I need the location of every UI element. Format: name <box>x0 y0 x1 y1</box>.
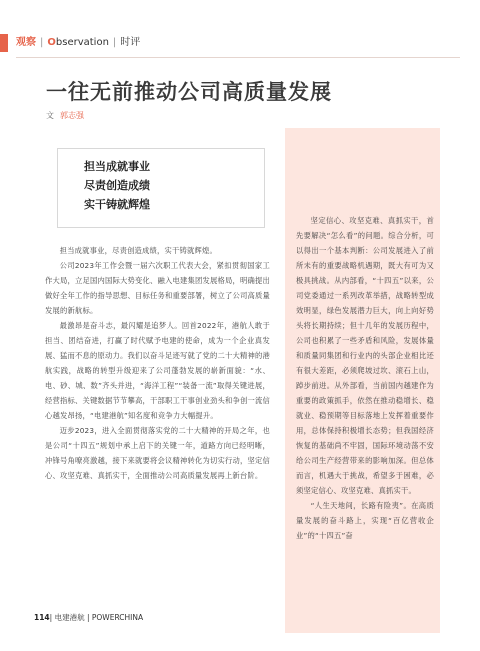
pull-quote <box>84 157 150 214</box>
article-title: 一往无前推动公司高质量发展 <box>46 80 332 104</box>
observation-label: bservation <box>55 37 109 48</box>
header-divider <box>16 57 460 58</box>
pull-quote-line: 担当成就事业 <box>84 160 150 173</box>
paragraph: 担当成就事业，尽责创造成绩，实干铸就辉煌。 <box>59 246 218 255</box>
observation-initial: O <box>47 37 56 48</box>
paragraph: 坚定信心、攻坚克难、真抓实干，首先要解决“怎么看”的问题。综合分析，可以得出一个基本判断：公司发展进入了前所未有的重要战略机遇期，既大有可为又极具挑战。从内部看，“十四五”以来，公司党委通过一系列改革举措，战略转型成效明显，绿色发展潜力巨大，向上向好势头将长期持续；但十几年的发展历程中，公司也积累了一些矛盾和风险，发展体量和质量同集团和行业内的头部企业相比还有很大差距，必须爬坡过坎、滚石上山，踔步前进。从外部看，当前国内越建作为重要的政策抓手，依然在推动稳增长、稳就业、稳预期等目标落地上发挥着重要作用，总体保持积极增长态势；但我国经济恢复的基础尚不牢固，国际环境动荡不安给公司生产经营带来的影响加深。但总体而言，机遇大于挑战，希望多于困难，必须坚定信心、攻坚克难、真抓实干。 <box>296 216 434 495</box>
author-name: 郭志强 <box>60 111 84 120</box>
page-footer <box>34 612 143 623</box>
pull-quote-box <box>57 148 265 228</box>
byline-label: 文 <box>46 111 54 120</box>
section-label: 观察 <box>16 37 36 48</box>
header-separator: | <box>112 37 117 48</box>
footer-separator: | <box>49 613 55 622</box>
page-header <box>0 32 480 54</box>
magazine-name: 电建港航 <box>54 613 85 622</box>
footer-separator: | <box>84 613 92 622</box>
header-text <box>16 34 140 52</box>
right-column <box>296 213 434 543</box>
left-column <box>45 243 270 483</box>
paragraph: “人生天地间，长路有险夷”。在高质量发展的奋斗路上，实现“百亿营收企业”的“十四五”奋 <box>296 501 434 540</box>
paragraph: 公司2023年工作会暨一届六次职工代表大会，紧扣贯彻国家工作大局，立足国内国际大势变化、融入电建集团发展格局，明确提出做好全年工作的指导思想、目标任务和重要部署，树立了公司高质量发展的新航标。 <box>45 261 270 315</box>
brand-name: POWERCHINA <box>91 613 144 622</box>
pull-quote-line: 实干铸就辉煌 <box>84 198 150 211</box>
pull-quote-line: 尽责创造成绩 <box>84 179 150 192</box>
byline <box>46 110 84 121</box>
header-accent-bar <box>0 34 8 52</box>
page-number: 114 <box>34 613 50 622</box>
paragraph: 最激昂是奋斗志，最闪耀是追梦人。回首2022年，港航人敢于担当、团结奋进，打赢了时代赋予电建的使命，成为一个企业真发展、猛而不息的原动力。我们以奋斗足迹写就了党的二十大精神的港航实践，战略的转型升级迎来了公司蓬勃发展的崭新面貌：“水、电、砂、城、数”齐头并进，“海洋工程”“装备一流”取得关键进展，经营指标、关键数据节节攀高，干部职工干事创业劲头和争创一流信心越发昂扬，“电建港航”知名度和竞争力大幅提升。 <box>45 321 270 420</box>
paragraph: 迈步2023，进入全面贯彻落实党的二十大精神的开局之年，也是公司“十四五”规划中承上启下的关键一年，道路方向已经明晰，冲锋号角嘹亮激越，接下来就要将会议精神转化为切实行动，坚定信心、攻坚克难、真抓实干，全面推动公司高质量发展再上新台阶。 <box>45 426 270 480</box>
column-label: 时评 <box>120 37 141 48</box>
header-separator: | <box>40 37 44 48</box>
